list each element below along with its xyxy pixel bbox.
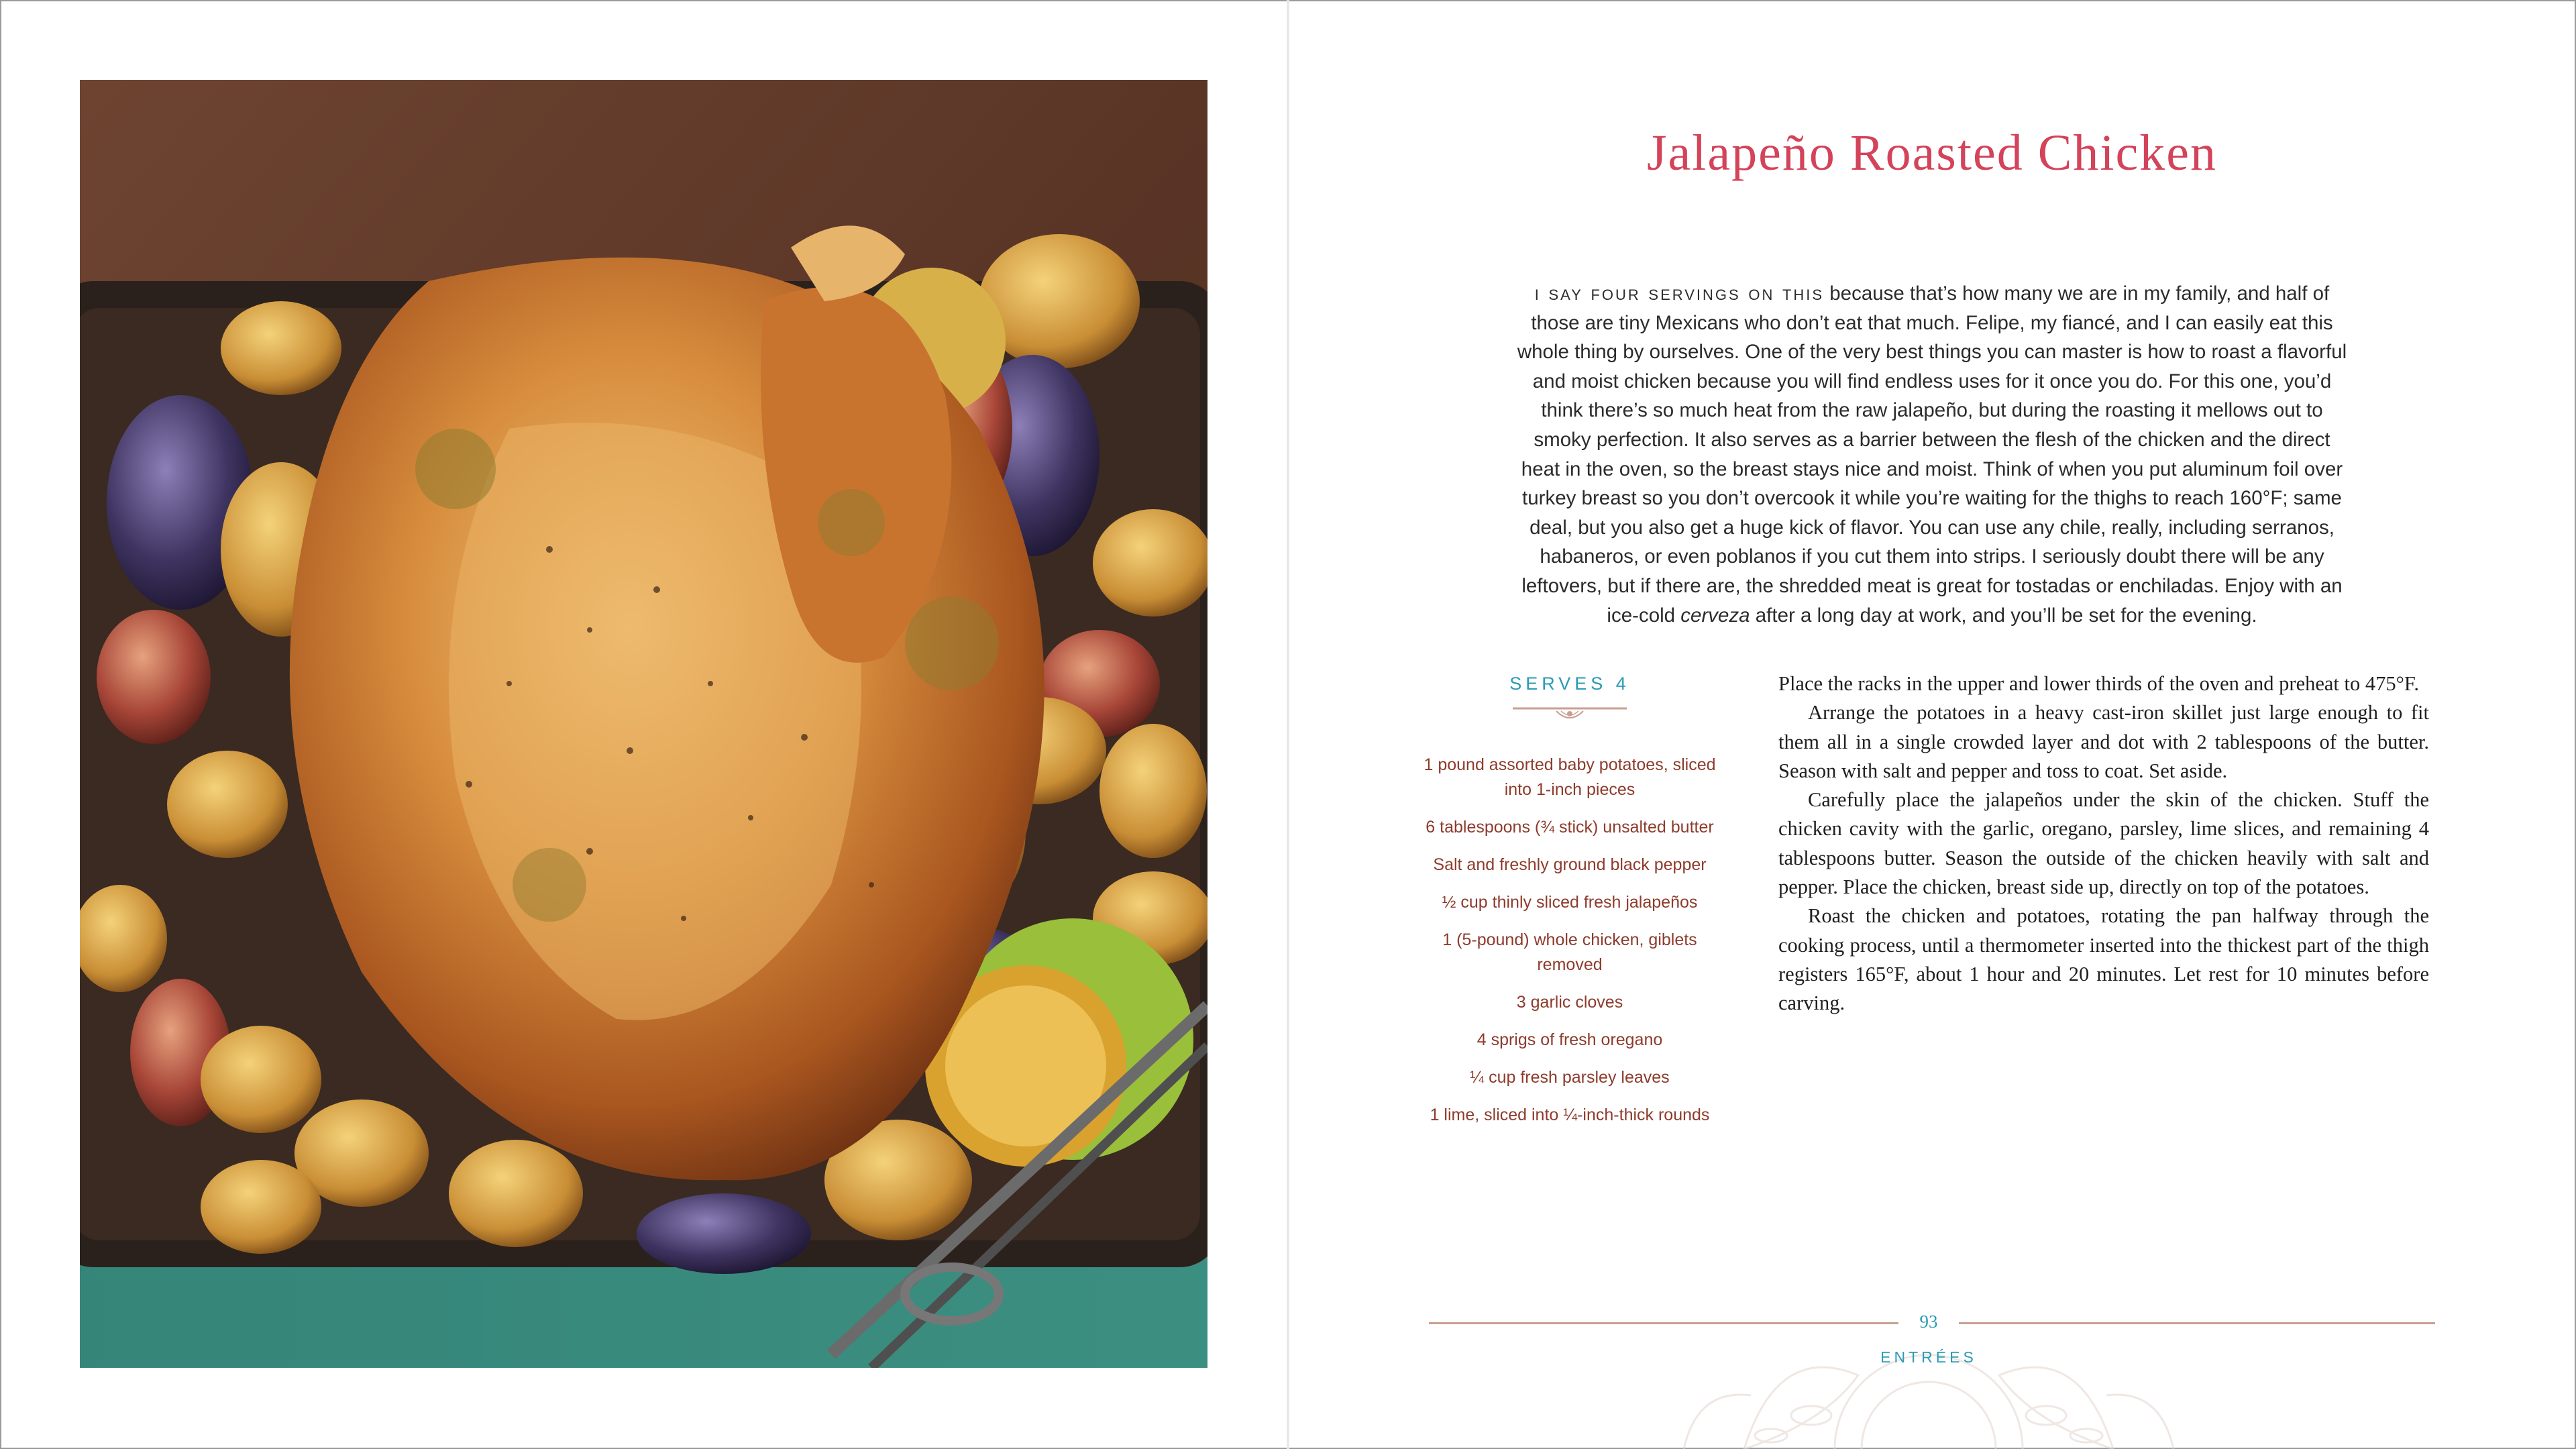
recipe-intro xyxy=(1513,278,2351,630)
ingredient-item: 4 sprigs of fresh oregano xyxy=(1477,1030,1663,1049)
ingredient-item: 3 garlic cloves xyxy=(1516,993,1623,1012)
ingredient-item: 6 tablespoons (¾ stick) unsalted butter xyxy=(1426,818,1714,837)
ingredient-item: 1 pound assorted baby potatoes, sliced into 1-inch pieces xyxy=(1424,755,1716,799)
method-step: Carefully place the jalapeños under the skin of the chicken. Stuff the chicken cavity with the garlic, oregano, parsley, lime slices, and remaining 4 tablespoons butter. Season the outside of the chicken heavily with salt and pepper. Place the chicken, breast side up, directly on top of the potatoes. xyxy=(1778,788,2429,899)
ingredient-item: ½ cup thinly sliced fresh jalapeños xyxy=(1442,893,1698,912)
method-step: Place the racks in the upper and lower thirds of the oven and preheat to 475°F. xyxy=(1778,672,2419,695)
serves-divider-icon xyxy=(1513,704,1627,724)
roasted-chicken-photo xyxy=(80,80,1208,1368)
section-label: ENTRÉES xyxy=(1880,1348,1977,1366)
intro-lead: i say four servings on this xyxy=(1534,281,1825,305)
book-spine xyxy=(1287,0,1289,1449)
recipe-title: Jalapeño Roasted Chicken xyxy=(1646,125,2217,181)
roasted-chicken-photo-icon xyxy=(80,80,1208,1368)
method-step: Roast the chicken and potatoes, rotating the pan halfway through the cooking process, until a thermometer inserted into the thickest part of the thigh registers 165°F, about 1 hour and 20 minutes. Let rest for 10 minutes before carving. xyxy=(1778,904,2429,1015)
method-step: Arrange the potatoes in a heavy cast-iron skillet just large enough to fit them all in a single crowded layer and dot with 2 tablespoons of the butter. Season with salt and pepper and toss to coat. Set aside. xyxy=(1778,701,2429,782)
ingredient-item: Salt and freshly ground black pepper xyxy=(1433,855,1707,874)
page-number: 93 xyxy=(1898,1311,1959,1336)
ingredient-item: 1 (5-pound) whole chicken, giblets removed xyxy=(1442,930,1697,974)
intro-text-part2: after a long day at work, and you’ll be set for the evening. xyxy=(1750,604,2257,627)
recipe-method xyxy=(1778,669,2429,1018)
ingredient-item: ¼ cup fresh parsley leaves xyxy=(1470,1068,1670,1087)
serves-label: SERVES 4 xyxy=(1509,674,1630,694)
ingredient-list xyxy=(1422,753,1717,1140)
intro-text-part1: because that’s how many we are in my family, and half of those are tiny Mexicans who don’t eat that much. Felipe, my fiancé, and I can easily eat this whole thing by ourselves. One of the very best things you can master is how to roast a flavorful and moist chicken because you will find endless uses for it once you do. For this one, you’d think there’s so much heat from the raw jalapeño, but during the roasting it mellows out to smoky perfection. It also serves as a barrier between the flesh of the chicken and the direct heat in the oven, so the breast stays nice and moist. Think of when you put aluminum foil over turkey breast so you don’t overcook it while you’re waiting for the thighs to reach 160°F; same deal, but you also get a huge kick of flavor. You can use any chile, really, including serranos, habaneros, or even poblanos if you cut them into strips. I seriously doubt there will be any leftovers, but if there are, the shredded meat is great for tostadas or enchiladas. Enjoy with an ice-cold xyxy=(1517,282,2347,627)
ingredient-item: 1 lime, sliced into ¼-inch-thick rounds xyxy=(1430,1106,1710,1124)
intro-italic: cerveza xyxy=(1680,604,1750,627)
